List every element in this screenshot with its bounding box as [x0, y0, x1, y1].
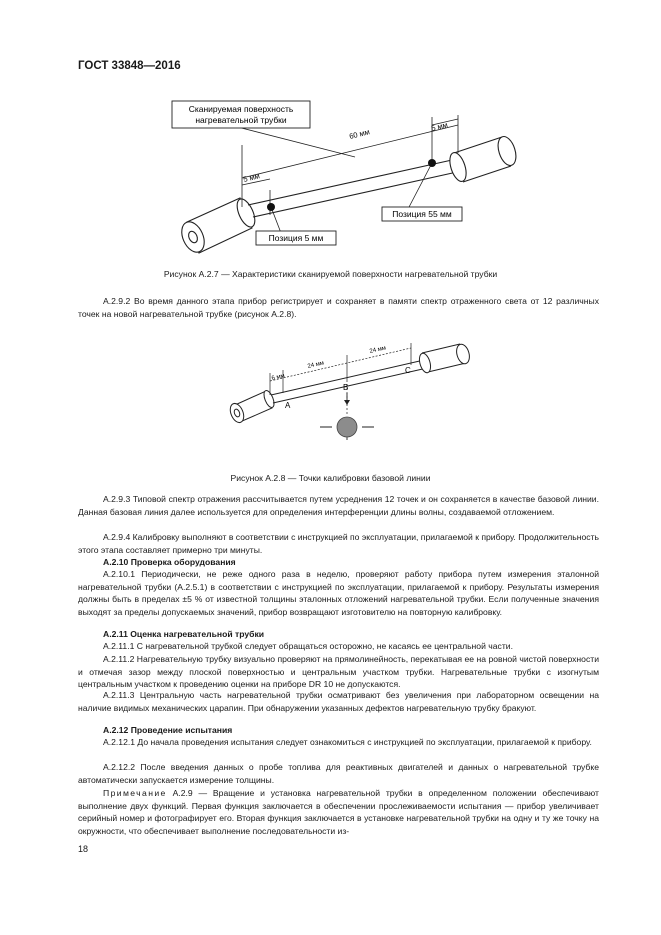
- figure-caption-a27: Рисунок А.2.7 — Характеристики сканируемой поверхности нагревательной трубки: [163, 269, 498, 279]
- paragraph-a292: А.2.9.2 Во время данного этапа прибор регистрирует и сохраняет в памяти спектр отраженного света от 12 различных точек на новой нагревательной трубке (рисунок А.2.8).: [78, 296, 599, 319]
- paragraph-a2113: А.2.11.3 Центральную часть нагревательной трубки осматривают без увеличения при лабораторном освещении на наличие видимых механических царапин. При обнаружении указанных дефектов нагревательную трубку бракуют.: [78, 690, 599, 713]
- paragraph-a2101: А.2.10.1 Периодически, не реже одного раза в неделю, проверяют работу прибора путем измерения эталонной нагревательной трубки (А.2.5.1) в соответствии с инструкцией по эксплуатации, прилагаемой к прибору. Результаты измерения должны быть в пределах ±5 % от известной толщины эталонных отложений нагревательной трубки. Если полученные значения выходят за пределы допускаемых значений, прибор возвращают изготовителю на повторную калибровку.: [78, 569, 599, 617]
- figure-calibration-points: [220, 335, 480, 440]
- note-a29: [78, 787, 599, 837]
- paragraph-a2112: А.2.11.2 Нагревательную трубку визуально проверяют на прямолинейность, перекатывая ее на ровной чистой поверхности и отмечая зазор между плоской поверхностью и центральным участком трубки. Нагревательные трубки с изогнутым центральным участком к проведению оценки на приборе DR 10 не допускаются.: [78, 654, 599, 690]
- page-number: 18: [78, 844, 89, 854]
- dim-5mm-left: 5 мм: [242, 171, 261, 184]
- sensor-point-marker: [337, 417, 357, 437]
- heading-a211: А.2.11 Оценка нагревательной трубки: [103, 629, 265, 639]
- figure-caption-a28: Рисунок А.2.8 — Точки калибровки базовой линии: [230, 473, 431, 483]
- position-55mm-label: Позиция 55 мм: [392, 209, 452, 219]
- point-c-label: C: [405, 366, 411, 375]
- position-5mm-label: Позиция 5 мм: [268, 233, 324, 243]
- paragraph-a2111: А.2.11.1 С нагревательной трубкой следует обращаться осторожно, не касаясь ее центральной части.: [103, 641, 513, 651]
- note-label: Примечание: [103, 788, 167, 798]
- scan-surface-label-2: нагревательной трубки: [195, 115, 287, 125]
- standard-designation: ГОСТ 33848—2016: [78, 60, 181, 72]
- paragraph-a294: А.2.9.4 Калибровку выполняют в соответствии с инструкцией по эксплуатации, прилагаемой к прибору. Продолжительность этого этапа составляет примерно три минуты.: [78, 532, 599, 555]
- dim-60mm: 60 мм: [348, 127, 371, 141]
- heading-a212: А.2.12 Проведение испытания: [103, 725, 233, 735]
- point-5mm-marker: [267, 203, 275, 211]
- dim-24mm-a: 24 мм: [307, 360, 325, 370]
- paragraph-a293: А.2.9.3 Типовой спектр отражения рассчитывается путем усреднения 12 точек и он сохраняется в качестве базовой линии. Данная базовая линия далее используется для определения интерференции длины волны, создаваемой отложением.: [78, 494, 599, 517]
- figure-heating-tube-scan: [160, 95, 530, 260]
- paragraph-a2122: А.2.12.2 После введения данных о пробе топлива для реактивных двигателей и данных о нагревательной трубке автоматически запускается измерение толщины.: [78, 762, 599, 785]
- heading-a210: А.2.10 Проверка оборудования: [103, 557, 236, 567]
- scan-surface-label-1: Сканируемая поверхность: [188, 104, 294, 114]
- dim-5mm-right: 5 мм: [430, 120, 449, 133]
- dim-24mm-b: 24 мм: [369, 345, 387, 355]
- point-a-label: A: [285, 401, 291, 410]
- point-b-label: B: [343, 383, 349, 392]
- note-text: А.2.9 — Вращение и установка нагревательной трубки в определенном положении обеспечивают выполнение двух функций. Первая функция заключается в обеспечении прослеживаемости испытания — прибор увеличивает серийный номер и фотографирует его. Вторая функция заключается в установке нагревательной трубки на одну и ту же точку на окружности, что обеспечивает выполнение последовательности из-: [78, 788, 599, 836]
- point-55mm-marker: [428, 159, 436, 167]
- dim-6mm: 6 мм: [271, 373, 286, 382]
- paragraph-a2121: А.2.12.1 До начала проведения испытания следует ознакомиться с инструкцией по эксплуатации, прилагаемой к прибору.: [103, 737, 592, 747]
